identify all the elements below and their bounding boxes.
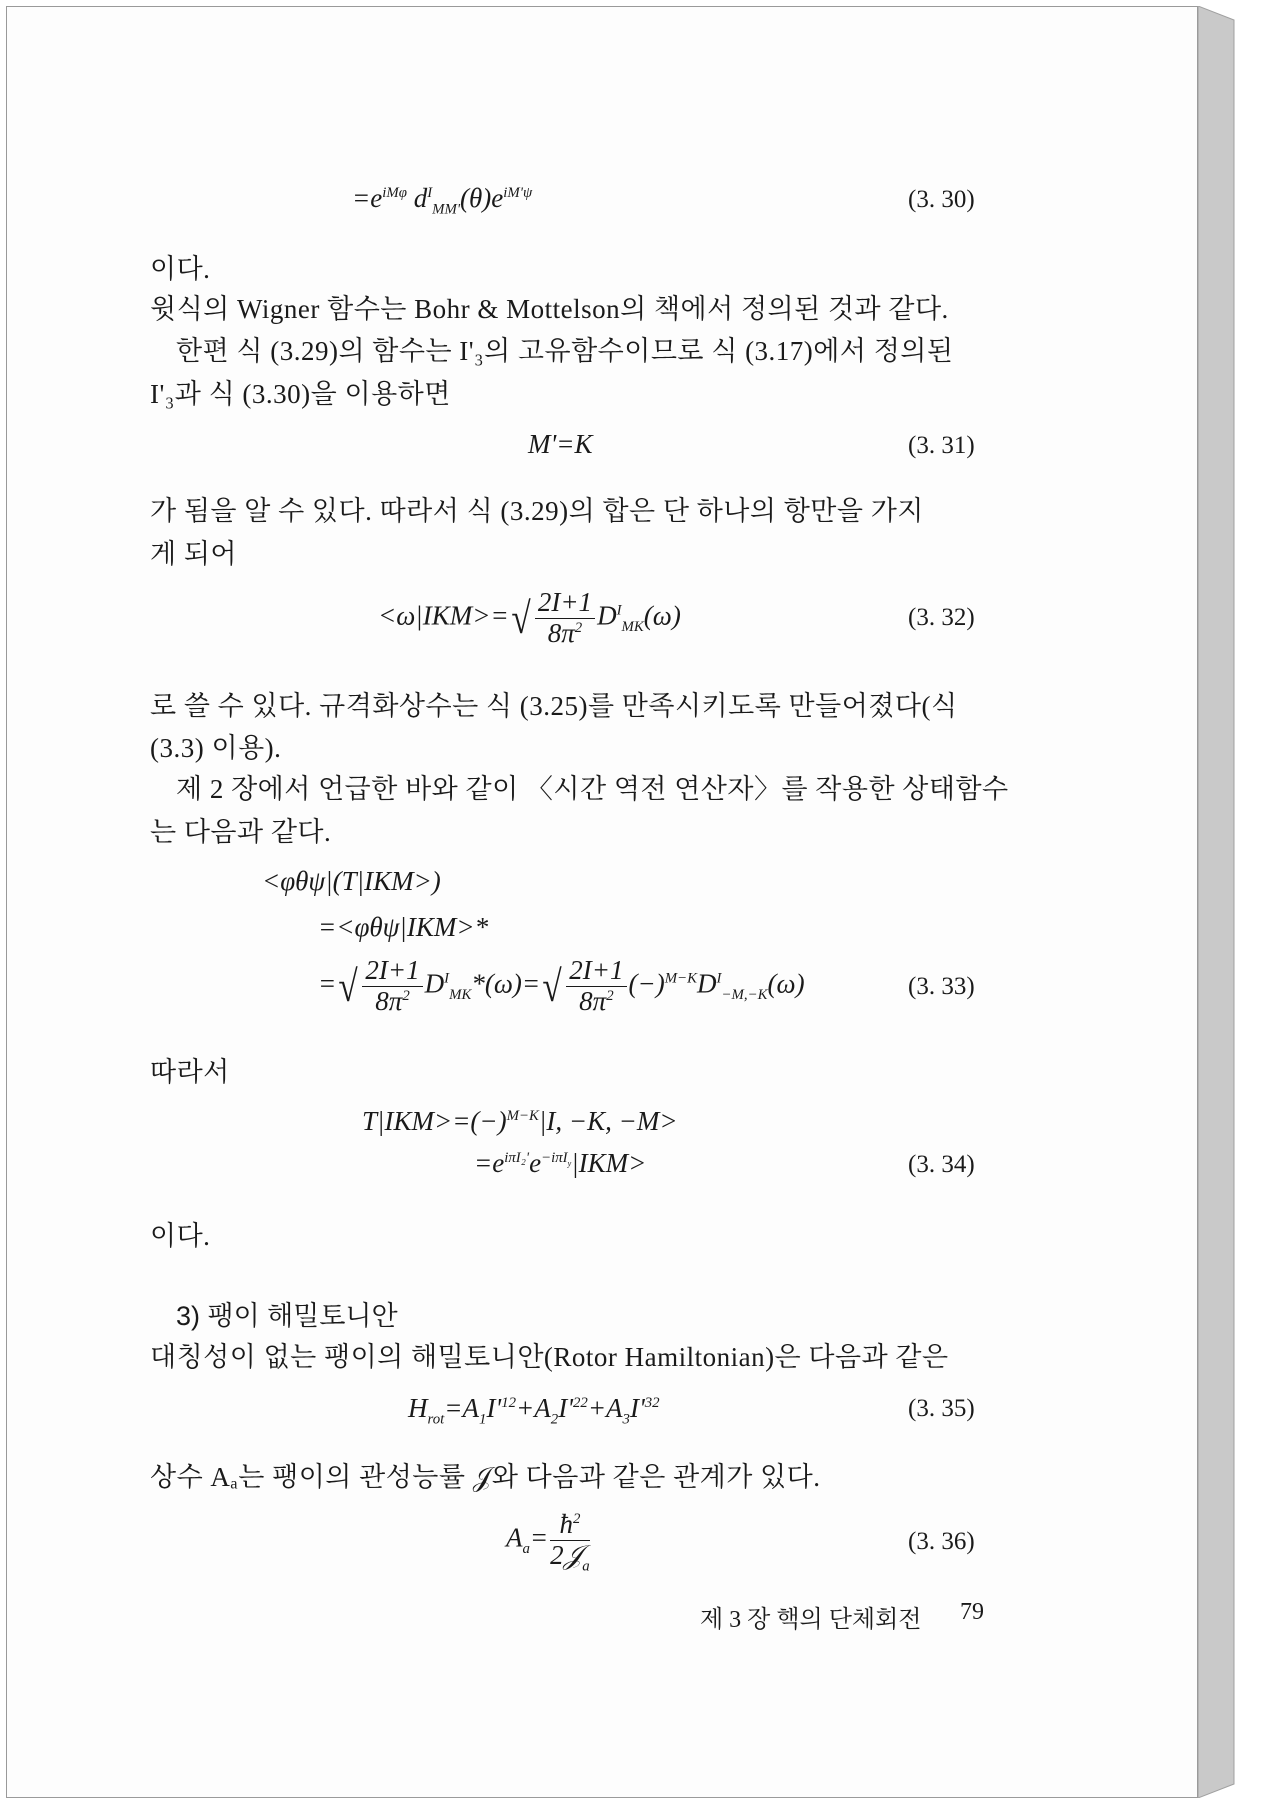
equation-3-30: $=e^{iM\varphi}$ $d^I_{MM'}(\theta)e^{iM'\psi}$ xyxy=(352,183,533,218)
text-line: 게 되어 xyxy=(150,539,237,569)
equation-3-34-line2: $=e^{i\pi I_2'}e^{-i\pi I_y}|IKM>$ xyxy=(474,1148,647,1178)
section-heading: 3) 팽이 해밀토니안 xyxy=(176,1301,398,1331)
text-line: 이다. xyxy=(150,1221,211,1251)
equation-3-33-line2: =<φθψ|IKM>* xyxy=(318,912,489,942)
running-footer-chapter: 제 3 장 핵의 단체회전 xyxy=(700,1607,922,1633)
equation-3-36: $A_a=$ $\frac{ħ^2}{2𝒥_a}$ xyxy=(506,1509,590,1575)
text-line: 로 쓸 수 있다. 규격화상수는 식 (3.25)를 만족시키도록 만들어졌다(식 xyxy=(150,691,958,721)
text-line: 따라서 xyxy=(150,1057,230,1087)
equation-number: (3. 35) xyxy=(908,1395,975,1422)
text-line: 제 2 장에서 언급한 바와 같이 〈시간 역전 연산자〉를 작용한 상태함수 xyxy=(176,774,1009,804)
text-line: 한편 식 (3.29)의 함수는 I'₃의 고유함수이므로 식 (3.17)에서 정의된 xyxy=(176,336,954,366)
page-number: 79 xyxy=(960,1599,984,1625)
page-edge-shadow xyxy=(1198,6,1246,1798)
text-line: 윗식의 Wigner 함수는 Bohr & Mottelson의 책에서 정의된 것과 같다. xyxy=(150,294,949,324)
equation-3-34-line1: $T|IKM>=(-)^{M-K}|I$, −K, −M> xyxy=(362,1106,678,1136)
equation-number: (3. 30) xyxy=(908,186,975,213)
equation-3-31: M'=K xyxy=(528,429,593,459)
text-line: (3.3) 이용). xyxy=(150,733,282,763)
equation-number: (3. 32) xyxy=(908,604,975,631)
equation-number: (3. 34) xyxy=(908,1151,975,1178)
equation-3-35: $H_{rot}=A_1I'^{12}+A_2I'^{22}+A_3I'^{32}$ xyxy=(408,1393,660,1428)
equation-number: (3. 31) xyxy=(908,432,975,459)
equation-number: (3. 33) xyxy=(908,973,975,1000)
equation-3-32: <ω|IKM>=√ $\frac{2I+1}{8\pi^2}$ $D^I_{MK}(\omega)$ xyxy=(378,587,681,648)
equation-3-33-line1: <φθψ|(T|IKM>) xyxy=(262,866,441,896)
text-line: 대칭성이 없는 팽이의 해밀토니안(Rotor Hamiltonian)은 다음과 같은 xyxy=(150,1342,949,1372)
equation-3-33-line3: =√ $\frac{2I+1}{8\pi^2}$ $D^I_{MK}*(\omega)=√$ $\frac{2I+1}{8\pi^2}$ $(-)^{M-K}D^I_{-M,-K}(\omega)$ xyxy=(318,955,805,1016)
text-line: 이다. xyxy=(150,254,211,284)
equation-number: (3. 36) xyxy=(908,1528,975,1555)
text-line: I'₃과 식 (3.30)을 이용하면 xyxy=(150,379,451,409)
text-line: 는 다음과 같다. xyxy=(150,817,332,847)
text-line: 가 됨을 알 수 있다. 따라서 식 (3.29)의 합은 단 하나의 항만을 가지 xyxy=(150,496,924,526)
text-line: 상수 Aₐ는 팽이의 관성능률 𝒥와 다음과 같은 관계가 있다. xyxy=(150,1462,821,1492)
